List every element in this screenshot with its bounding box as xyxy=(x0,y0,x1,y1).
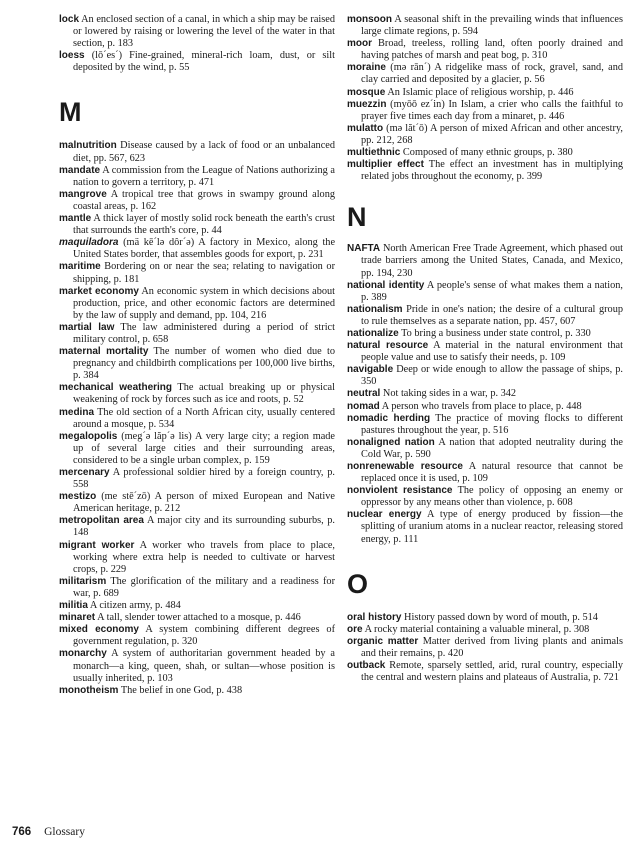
glossary-definition: A citizen army, p. 484 xyxy=(89,600,181,612)
glossary-entry-nonrenewable-resource xyxy=(347,461,623,485)
glossary-term: monotheism xyxy=(59,684,119,696)
glossary-term: mangrove xyxy=(59,188,107,200)
page-number: 766 xyxy=(12,826,32,838)
glossary-term: mantle xyxy=(59,213,92,225)
glossary-entry-mandate xyxy=(59,165,335,189)
glossary-definition: A very large city; a region made up of several large cities and their surrounding areas, considered to be a single urban complex, p. 159 xyxy=(73,430,335,466)
glossary-entry-navigable xyxy=(347,364,623,388)
glossary-term: moor xyxy=(347,38,372,50)
glossary-entry-market-economy xyxy=(59,286,335,322)
glossary-definition: A people's sense of what makes them a nation, p. 389 xyxy=(361,279,623,303)
glossary-term: organic matter xyxy=(347,635,419,647)
glossary-term: mulatto xyxy=(347,122,384,134)
glossary-definition: Composed of many ethnic groups, p. 380 xyxy=(402,147,573,159)
glossary-definition: A material in the natural environment that people value and use to satisfy their needs, p. 109 xyxy=(361,340,623,364)
glossary-entry-minaret xyxy=(59,612,335,624)
glossary-entry-militarism xyxy=(59,576,335,600)
glossary-entry-nonaligned-nation xyxy=(347,437,623,461)
glossary-term: mechanical weathering xyxy=(59,382,173,394)
glossary-definition: Pride in one's nation; the desire of a cultural group to rule themselves as a separate nation, pp. 457, 607 xyxy=(361,303,623,327)
glossary-term: nationalism xyxy=(347,303,403,315)
glossary-term: moraine xyxy=(347,62,386,74)
glossary-entry-oral-history xyxy=(347,612,623,624)
glossary-definition: A factory in Mexico, along the United States border, that assembles goods for export, p. 231 xyxy=(73,237,336,261)
glossary-definition: Broad, treeless, rolling land, often poorly drained and having patches of marsh and peat bog, p. 310 xyxy=(361,38,624,62)
footer-label: Glossary xyxy=(44,826,85,838)
glossary-entry-martial-law xyxy=(59,322,335,346)
glossary-entry-nomadic-herding xyxy=(347,413,623,437)
glossary-term: lock xyxy=(59,14,80,25)
glossary-term: nomad xyxy=(347,400,380,412)
glossary-definition: History passed down by word of mouth, p. 514 xyxy=(404,611,598,623)
glossary-definition: A natural resource that cannot be replaced once it is used, p. 109 xyxy=(361,461,623,485)
glossary-entry-nationalize xyxy=(347,328,623,340)
glossary-term: minaret xyxy=(59,612,96,624)
glossary-entry-maritime xyxy=(59,261,335,285)
glossary-definition: Disease caused by a lack of food or an unbalanced diet, pp. 567, 623 xyxy=(73,140,335,164)
glossary-definition: Remote, sparsely settled, arid, rural country, especially the central and western plains and plateaus of Australia, p. 721 xyxy=(361,660,623,684)
section-letter-o: O xyxy=(347,568,369,599)
glossary-entry-migrant-worker xyxy=(59,540,335,576)
glossary-term: medina xyxy=(59,406,95,418)
glossary-definition: The belief in one God, p. 438 xyxy=(120,684,243,696)
glossary-term: monsoon xyxy=(347,14,392,25)
glossary-entry-monarchy xyxy=(59,648,335,684)
glossary-definition: An enclosed section of a canal, in which a ship may be raised or lowered by raising or lowering the level of the water in that section, p. 183 xyxy=(73,14,335,50)
glossary-term: monarchy xyxy=(59,648,107,660)
glossary-term: ore xyxy=(347,623,363,635)
section-letter-n: N xyxy=(347,202,367,233)
glossary-definition: A worker who travels from place to place, working where extra help is needed to cultivate or harvest crops, p. 229 xyxy=(73,539,335,575)
glossary-entry-ore xyxy=(347,624,623,636)
glossary-term: malnutrition xyxy=(59,140,117,152)
glossary-entry-nafta xyxy=(347,243,623,279)
glossary-entry-monsoon xyxy=(347,14,623,38)
glossary-definition: The policy of opposing an enemy or oppressor by any means other than violence, p. 608 xyxy=(361,485,623,509)
glossary-entry-malnutrition xyxy=(59,140,335,164)
pronunciation: (mə lăt´ō) xyxy=(386,122,428,134)
glossary-term: mosque xyxy=(347,86,386,98)
glossary-term: mixed economy xyxy=(59,624,139,636)
glossary-definition: A person who travels from place to place, p. 448 xyxy=(381,400,582,412)
glossary-term: nuclear energy xyxy=(347,509,422,521)
glossary-term: mandate xyxy=(59,164,101,176)
pronunciation: (myōō ez´in) xyxy=(390,98,445,110)
glossary-entry-mosque xyxy=(347,87,623,99)
glossary-term: nonviolent resistance xyxy=(347,485,453,497)
glossary-definition: A ridgelike mass of rock, gravel, sand, and clay carried and deposited by a glacier, p. 56 xyxy=(361,62,623,86)
glossary-entry-nuclear-energy xyxy=(347,509,623,545)
glossary-term: megalopolis xyxy=(59,430,118,442)
glossary-term: multiethnic xyxy=(347,147,401,159)
glossary-entry-megalopolis xyxy=(59,431,335,467)
glossary-entry-mangrove xyxy=(59,189,335,213)
glossary-term: loess xyxy=(59,50,85,62)
glossary-term: outback xyxy=(347,660,386,672)
glossary-definition: An economic system in which decisions about production, price, and other economic factors are determined by the law of supply and demand, pp. 104, 216 xyxy=(73,285,336,321)
glossary-term: maternal mortality xyxy=(59,346,149,358)
glossary-left-column xyxy=(59,14,335,697)
glossary-definition: A person of mixed African and other ancestry, pp. 212, 268 xyxy=(361,122,624,146)
glossary-term: national identity xyxy=(347,279,425,291)
glossary-definition: To bring a business under state control, p. 330 xyxy=(401,327,591,339)
glossary-term: militia xyxy=(59,600,88,612)
glossary-term: nonaligned nation xyxy=(347,436,435,448)
glossary-definition: A system of authoritarian government headed by a monarch—a king, queen, shah, or sultan—whose position is usually inherited, p. 103 xyxy=(73,648,335,684)
glossary-entry-outback xyxy=(347,660,623,684)
glossary-definition: A system combining different degrees of government regulation, p. 320 xyxy=(73,624,335,648)
page-footer xyxy=(12,826,85,838)
glossary-definition: A professional soldier hired by a foreign country, p. 558 xyxy=(73,467,335,491)
glossary-term: nomadic herding xyxy=(347,412,431,424)
glossary-definition: A type of energy produced by fission—the splitting of uranium atoms in a nuclear reactor, releasing stored energy, p. 111 xyxy=(361,509,623,545)
glossary-definition: The law administered during a period of strict military control, p. 658 xyxy=(73,321,335,345)
pronunciation: (mə rān´) xyxy=(390,62,431,74)
pronunciation: (mä kē´lə dôr´ə) xyxy=(123,237,195,249)
glossary-definition: North American Free Trade Agreement, which phased out trade barriers among the United States, Canada, and Mexico, pp. 194, 230 xyxy=(361,243,623,279)
glossary-term: mercenary xyxy=(59,467,110,478)
glossary-entry-moor xyxy=(347,38,623,62)
glossary-entry-mechanical-weathering xyxy=(59,382,335,406)
pronunciation: (lō´es´) xyxy=(91,50,123,62)
glossary-definition: The old section of a North African city, usually centered around a mosque, p. 534 xyxy=(73,406,335,430)
pronunciation: (me stē´zō) xyxy=(101,491,151,503)
glossary-definition: Deep or wide enough to allow the passage of ships, p. 350 xyxy=(361,364,624,388)
glossary-definition: A seasonal shift in the prevailing winds that influences large climate regions, p. 594 xyxy=(361,14,623,38)
glossary-entry-multiethnic xyxy=(347,147,623,159)
glossary-entry-mixed-economy xyxy=(59,624,335,648)
glossary-definition: The number of women who died due to pregnancy and childbirth complications per 100,000 live births, p. 384 xyxy=(73,346,335,382)
glossary-term: natural resource xyxy=(347,340,429,352)
glossary-term: muezzin xyxy=(347,98,387,110)
glossary-definition: A person of mixed European and Native American heritage, p. 212 xyxy=(73,491,335,515)
glossary-definition: The practice of moving flocks to different pastures throughout the year, p. 516 xyxy=(361,412,624,436)
glossary-term: migrant worker xyxy=(59,539,135,551)
glossary-term: NAFTA xyxy=(347,243,381,255)
glossary-definition: A major city and its surrounding suburbs, p. 148 xyxy=(73,515,335,539)
glossary-term: neutral xyxy=(347,388,381,400)
glossary-definition: The effect an investment has in multiplying related jobs throughout the economy, p. 399 xyxy=(361,159,623,183)
glossary-entry-multiplier-effect xyxy=(347,159,623,183)
glossary-entry-nonviolent-resistance xyxy=(347,485,623,509)
glossary-definition: An Islamic place of religious worship, p. 446 xyxy=(387,86,574,98)
glossary-definition: A nation that adopted neutrality during the Cold War, p. 590 xyxy=(361,436,623,460)
glossary-definition: Not taking sides in a war, p. 342 xyxy=(382,388,517,400)
glossary-definition: A tropical tree that grows in swampy ground along coastal areas, p. 162 xyxy=(73,188,335,212)
glossary-term: maritime xyxy=(59,261,101,273)
glossary-entry-natural-resource xyxy=(347,340,623,364)
glossary-term: martial law xyxy=(59,321,115,333)
glossary-term: oral history xyxy=(347,611,402,623)
glossary-term: maquiladora xyxy=(59,237,119,249)
glossary-definition: Matter derived from living plants and animals and their remains, p. 420 xyxy=(361,635,623,659)
glossary-entry-loess xyxy=(59,50,335,74)
glossary-entry-mercenary xyxy=(59,467,335,491)
glossary-right-column xyxy=(347,14,623,684)
glossary-term: militarism xyxy=(59,575,107,587)
glossary-definition: Bordering on or near the sea; relating to navigation or shipping, p. 181 xyxy=(73,261,335,285)
glossary-definition: A rocky material containing a valuable mineral, p. 308 xyxy=(364,623,590,635)
glossary-entry-lock xyxy=(59,14,335,50)
glossary-term: metropolitan area xyxy=(59,515,144,527)
glossary-term: multiplier effect xyxy=(347,159,424,171)
glossary-definition: Fine-grained, mineral-rich loam, dust, or silt deposited by the wind, p. 55 xyxy=(73,50,335,74)
glossary-term: mestizo xyxy=(59,491,97,503)
glossary-entry-nationalism xyxy=(347,304,623,328)
glossary-entry-militia xyxy=(59,600,335,612)
glossary-entry-maquiladora xyxy=(59,237,335,261)
glossary-entry-neutral xyxy=(347,388,623,400)
glossary-entry-nomad xyxy=(347,401,623,413)
glossary-term: nationalize xyxy=(347,327,399,339)
glossary-entry-maternal-mortality xyxy=(59,346,335,382)
glossary-definition: The glorification of the military and a readiness for war, p. 689 xyxy=(73,575,335,599)
glossary-definition: A thick layer of mostly solid rock beneath the earth's crust that surrounds the earth's core, p. 44 xyxy=(73,213,335,237)
glossary-definition: A tall, slender tower attached to a mosque, p. 446 xyxy=(97,612,301,624)
glossary-entry-muezzin xyxy=(347,99,623,123)
glossary-entry-organic-matter xyxy=(347,636,623,660)
glossary-definition: In Islam, a crier who calls the faithful to prayer five times each day from a minaret, p. 446 xyxy=(361,98,623,122)
glossary-entry-monotheism xyxy=(59,685,335,697)
glossary-entry-mestizo xyxy=(59,491,335,515)
glossary-term: navigable xyxy=(347,364,394,376)
glossary-entry-moraine xyxy=(347,62,623,86)
glossary-term: nonrenewable resource xyxy=(347,461,463,472)
glossary-entry-medina xyxy=(59,407,335,431)
glossary-term: market economy xyxy=(59,285,139,297)
pronunciation: (meg´ə lăp´ə lis) xyxy=(121,430,192,442)
glossary-entry-mulatto xyxy=(347,123,623,147)
glossary-definition: A commission from the League of Nations authorizing a nation to govern a territory, p. 471 xyxy=(73,164,335,188)
glossary-definition: The actual breaking up or physical weakening of rock by forces such as ice and roots, p. 52 xyxy=(73,382,335,406)
section-letter-m: M xyxy=(59,97,82,128)
glossary-entry-metropolitan-area xyxy=(59,515,335,539)
glossary-entry-mantle xyxy=(59,213,335,237)
glossary-entry-national-identity xyxy=(347,280,623,304)
